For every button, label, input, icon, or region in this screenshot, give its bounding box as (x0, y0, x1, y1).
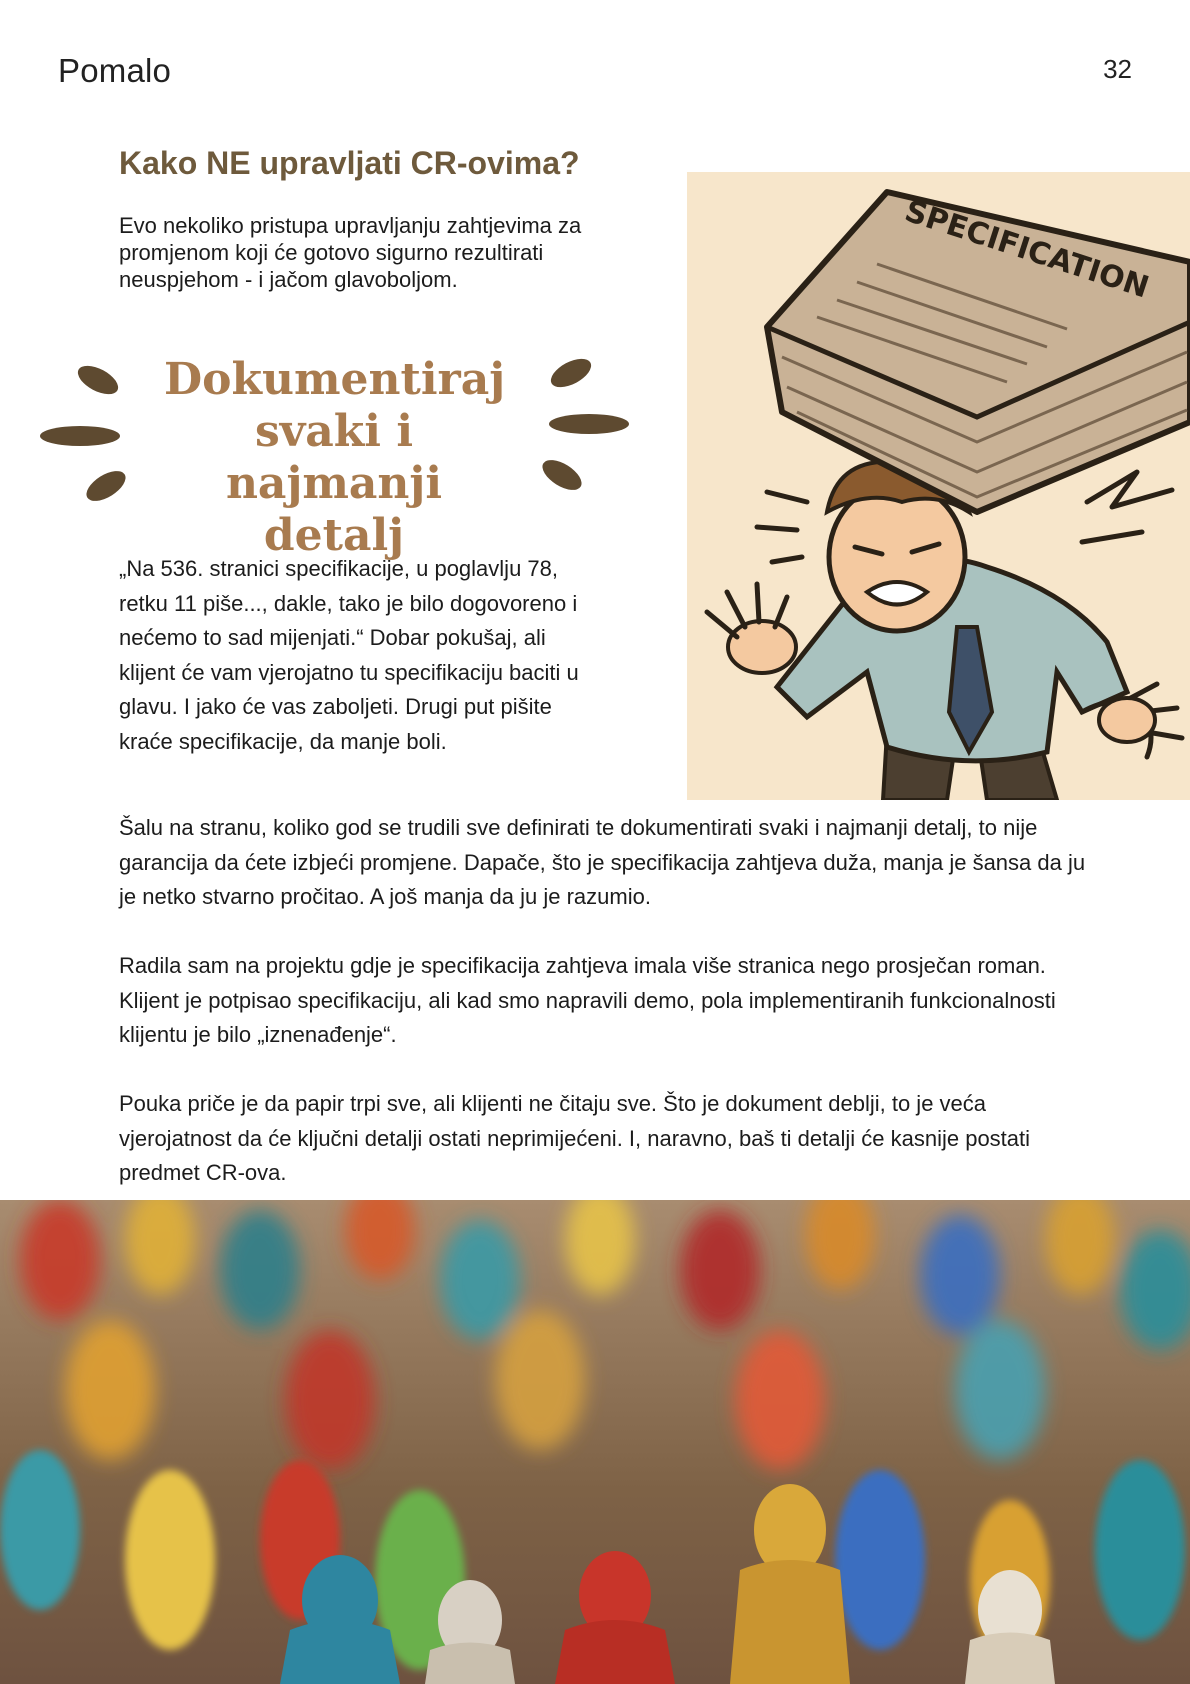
body-text (119, 811, 1104, 1225)
colorful-figurines-crowd (0, 1200, 1190, 1684)
body-paragraph-3: Pouka priče je da papir trpi sve, ali klijenti ne čitaju sve. Što je dokument deblji, to je veća vjerojatnost da će ključni detalji ostati neprimijećeni. I, naravno, baš ti detalji će kasnije postati predmet CR-ova. (119, 1091, 1031, 1185)
cartoon-man-with-book (687, 172, 1190, 800)
specification-book-illustration (687, 172, 1190, 800)
body-paragraph-2: Radila sam na projektu gdje je specifikacija zahtjeva imala više stranica nego prosječan roman. Klijent je potpisao specifikaciju, ali kad smo napravili demo, pola implementiranih funkcionalnosti klijentu je bilo „iznenađenje“. (119, 953, 1056, 1047)
figurines-photo (0, 1200, 1190, 1684)
section-heading: Kako NE upravljati CR-ovima? (119, 145, 580, 181)
body-paragraph-1: Šalu na stranu, koliko god se trudili sve definirati te dokumentirati svaki i najmanji detalj, to nije garancija da ćete izbjeći promjene. Dapače, što je specifikacija zahtjeva duža, manja je šansa da ju je netko stvarno pročitao. A još manja da ju je razumio. (119, 815, 1086, 909)
callout-block (36, 350, 632, 561)
intro-paragraph: Evo nekoliko pristupa upravljanju zahtjevima za promjenom koji će gotovo sigurno rezultirati neuspjehom - i jačom glavoboljom. (119, 213, 582, 292)
book-label: SPECIFICATION (900, 193, 1153, 306)
quote-paragraph: „Na 536. stranici specifikacije, u poglavlju 78, retku 11 piše..., dakle, tako je bilo dogovoreno i nećemo to sad mijenjati.“ Dobar pokušaj, ali klijent će vam vjerojatno tu specifikaciju baciti u glavu. I jako će vas zaboljeti. Drugi put pišite kraće specifikacije, da manje boli. (119, 556, 579, 754)
callout-title: Dokumentiraj svaki i najmanji detalj (164, 354, 506, 561)
brand-name: Pomalo (58, 52, 172, 89)
page-number: 32 (1103, 54, 1132, 84)
